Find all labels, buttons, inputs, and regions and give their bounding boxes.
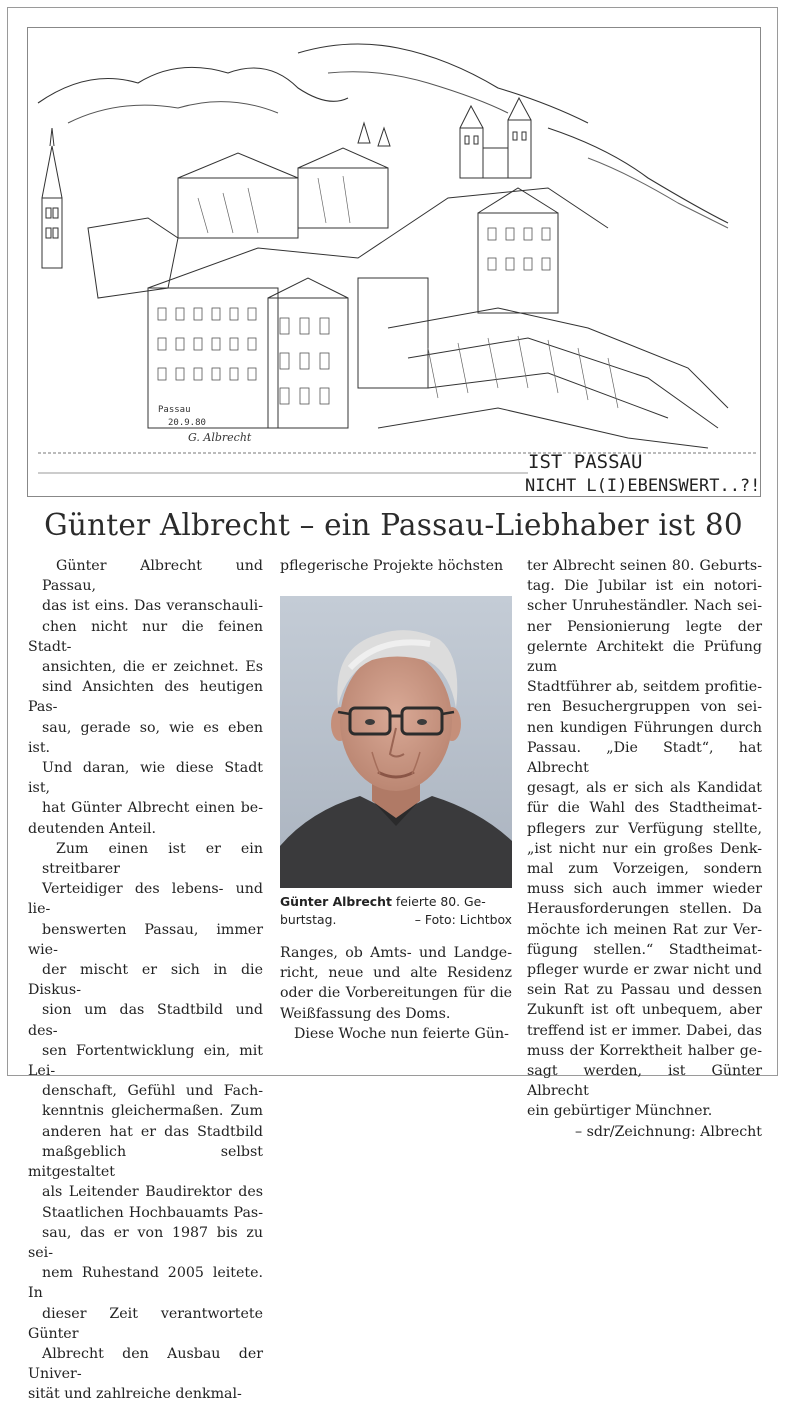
passau-sketch-drawing bbox=[27, 27, 761, 497]
col1-p2-line: nem Ruhestand 2005 leitete. In bbox=[28, 1265, 263, 1302]
article-column-2-top bbox=[280, 556, 512, 576]
sketch-lettering-line2: NICHT L(I)EBENSWERT..?! bbox=[525, 476, 761, 496]
col3-p1-line: tag. Die Jubilar ist ein notori- bbox=[527, 578, 762, 595]
col3-p1-line: „ist nicht nur ein großes Denk- bbox=[527, 840, 762, 857]
col1-p1-line: Günter Albrecht und Passau, bbox=[42, 558, 263, 595]
col1-p2-line: dieser Zeit verantwortete Günter bbox=[28, 1305, 263, 1342]
col3-p1-line: treffend ist er immer. Dabei, das bbox=[527, 1022, 762, 1039]
paragraph-1 bbox=[28, 556, 263, 839]
col1-p2-line: Staatlichen Hochbauamts Pas- bbox=[42, 1204, 263, 1221]
col1-p2-line: sität und zahlreiche denkmal- bbox=[28, 1386, 242, 1403]
sketch-lettering-line1: IST PASSAU bbox=[528, 451, 643, 473]
col3-p1-line: ein gebürtiger Münchner. bbox=[527, 1103, 713, 1120]
col1-p1-line: Und daran, wie diese Stadt ist, bbox=[28, 760, 263, 797]
col1-p2-line: sau, das er von 1987 bis zu sei- bbox=[28, 1224, 263, 1261]
col1-p2-line: sion um das Stadtbild und des- bbox=[28, 1002, 263, 1039]
col1-p2-line: der mischt er sich in die Diskus- bbox=[28, 962, 263, 999]
col3-p1-line: für die Wahl des Stadtheimat- bbox=[527, 800, 762, 817]
author-credit: – sdr/Zeichnung: Albrecht bbox=[574, 1123, 762, 1140]
column-2-top-line: pflegerische Projekte höchsten bbox=[280, 558, 504, 574]
article-column-1 bbox=[28, 556, 263, 1405]
caption-text-2: burtstag. bbox=[280, 911, 337, 927]
col3-p1-line: gelernte Architekt die Prüfung zum bbox=[527, 638, 762, 676]
column-2-paragraph-2 bbox=[280, 1024, 512, 1044]
col3-p1-line: muss sich auch immer wieder bbox=[527, 881, 762, 898]
col3-p1-line: ren Besuchergruppen von sei- bbox=[527, 699, 762, 716]
col3-p1-line: gesagt, als er sich als Kandidat bbox=[527, 780, 762, 797]
col3-p1-line: pflegers zur Verfügung stellte, bbox=[527, 820, 762, 837]
col1-p2-line: benswerten Passau, immer wie- bbox=[28, 921, 263, 958]
column-3-paragraph bbox=[527, 556, 762, 1122]
column-2-paragraph-continued bbox=[280, 943, 512, 1024]
col3-p1-line: mal zum Vorzeigen, sondern bbox=[527, 861, 762, 878]
col3-p1-line: sein Rat zu Passau und dessen bbox=[527, 982, 762, 999]
col3-p1-line: möchte ich meinen Rat zur Ver- bbox=[527, 921, 762, 938]
caption-name: Günter Albrecht bbox=[280, 894, 392, 909]
col2-p1-line: Ranges, ob Amts- und Landge- bbox=[280, 945, 512, 961]
col3-p1-line: ner Pensionierung legte der bbox=[527, 618, 762, 635]
photo-caption bbox=[280, 893, 512, 928]
col2-p1-line: oder die Vorbereitungen für die bbox=[280, 985, 512, 1002]
col1-p2-line: Verteidiger des lebens- und lie- bbox=[28, 881, 263, 918]
col3-p1-line: nen kundigen Führungen durch bbox=[527, 719, 762, 736]
col3-p1-line: Passau. „Die Stadt“, hat Albrecht bbox=[527, 739, 762, 777]
col3-p1-line: sagt werden, ist Günter Albrecht bbox=[527, 1063, 762, 1100]
col1-p1-line: chen nicht nur die feinen Stadt- bbox=[28, 618, 263, 655]
portrait-photo bbox=[280, 596, 512, 888]
col3-p1-line: Herausforderungen stellen. Da bbox=[527, 901, 762, 918]
col1-p2-line: Albrecht den Ausbau der Univer- bbox=[28, 1345, 263, 1383]
article-column-2-bottom bbox=[280, 943, 512, 1044]
col1-p2-line: kenntnis gleichermaßen. Zum bbox=[42, 1103, 263, 1120]
col1-p2-line: sen Fortentwicklung ein, mit Lei- bbox=[28, 1042, 263, 1080]
article-column-3 bbox=[527, 556, 762, 1142]
col1-p1-line: sind Ansichten des heutigen Pas- bbox=[28, 679, 263, 716]
col2-p2-line: Diese Woche nun feierte Gün- bbox=[294, 1025, 509, 1042]
col1-p1-line: das ist eins. Das veranschauli- bbox=[42, 598, 263, 615]
col3-p1-line: Stadtführer ab, seitdem profitie- bbox=[527, 679, 762, 696]
caption-credit: – Foto: Lichtbox bbox=[414, 911, 512, 927]
col2-p1-line: richt, neue und alte Residenz bbox=[280, 965, 512, 982]
caption-text-1: feierte 80. Ge- bbox=[395, 894, 486, 909]
sketch-signature-date: 20.9.80 bbox=[168, 418, 206, 428]
col1-p1-line: hat Günter Albrecht einen be- bbox=[42, 800, 263, 817]
col3-p1-line: ter Albrecht seinen 80. Geburts- bbox=[527, 558, 762, 574]
col3-p1-line: fügung stellen.“ Stadtheimat- bbox=[527, 941, 762, 958]
col3-p1-line: Zukunft ist oft unbequem, aber bbox=[527, 1002, 762, 1019]
col1-p2-line: denschaft, Gefühl und Fach- bbox=[42, 1083, 263, 1100]
paragraph-2 bbox=[28, 839, 263, 1405]
col3-p1-line: scher Unruheständler. Nach sei- bbox=[527, 598, 762, 615]
col1-p2-line: maßgeblich selbst mitgestaltet bbox=[28, 1143, 263, 1181]
col1-p1-line: sau, gerade so, wie es eben ist. bbox=[28, 719, 263, 756]
headline: Günter Albrecht – ein Passau-Liebhaber ist 80 bbox=[44, 508, 743, 542]
col1-p2-line: als Leitender Baudirektor des bbox=[42, 1184, 263, 1201]
col1-p2-line: anderen hat er das Stadtbild bbox=[42, 1123, 263, 1140]
col2-p1-line: Weißfassung des Doms. bbox=[280, 1005, 451, 1022]
sketch-signature-name: G. Albrecht bbox=[188, 431, 252, 444]
col1-p1-line: deutenden Anteil. bbox=[28, 820, 157, 837]
col3-p1-line: pfleger wurde er zwar nicht und bbox=[527, 962, 762, 979]
col1-p2-line: Zum einen ist er ein streitbarer bbox=[42, 840, 263, 878]
sketch-signature-place: Passau bbox=[158, 405, 191, 415]
col1-p1-line: ansichten, die er zeichnet. Es bbox=[42, 659, 263, 676]
col3-p1-line: muss der Korrektheit halber ge- bbox=[527, 1042, 762, 1059]
